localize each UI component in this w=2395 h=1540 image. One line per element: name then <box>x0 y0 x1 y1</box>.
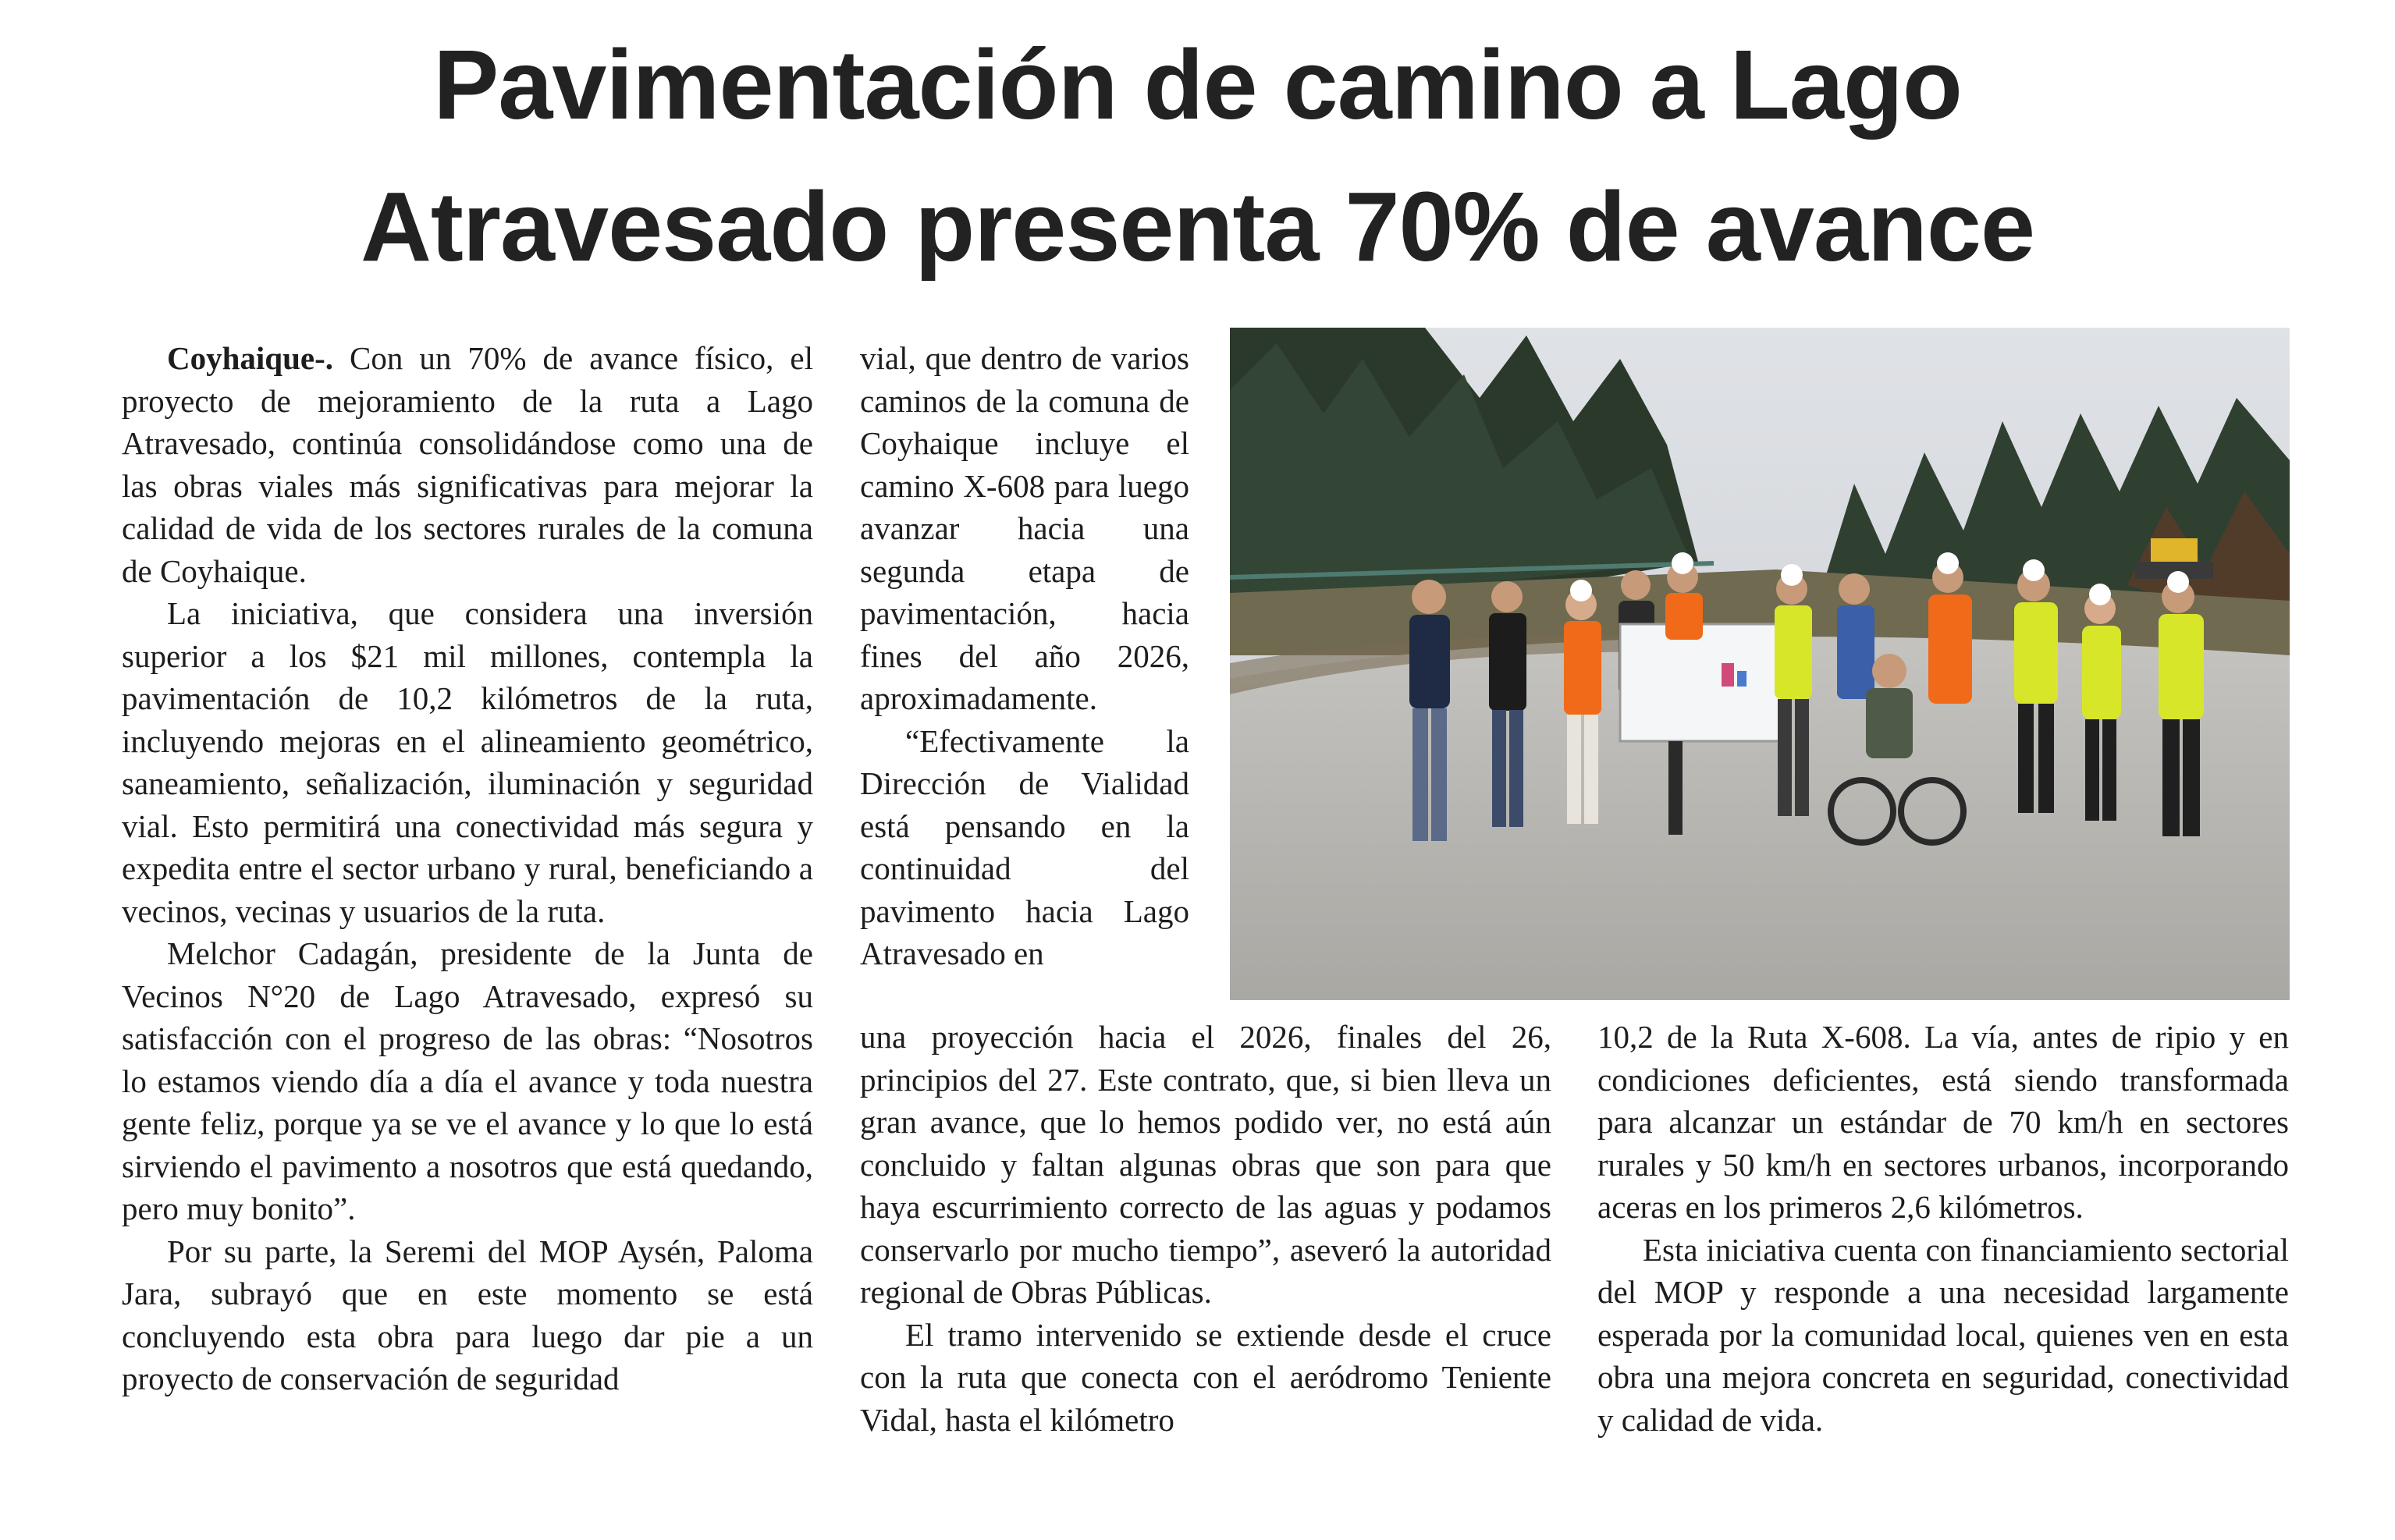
paragraph-9: 10,2 de la Ruta X-608. La vía, antes de ripio y en condiciones deficientes, está siendo transformada para alcanzar un estándar de 70 km/h en sectores rurales y 50 km/h en sectores urbanos, incorporando aceras en los primeros 2,6 kilómetros. <box>1597 1019 2289 1225</box>
paragraph-7: una proyección hacia el 2026, finales del 26, principios del 27. Este contrato, que, si bien lleva un gran avance, que lo hemos podido ver, no está aún concluido y faltan algunas obras que son para que haya escurrimiento correcto de las aguas y podamos conservarlo por mucho tiempo”, aseveró la autoridad regional de Obras Públicas. <box>860 1019 1551 1310</box>
article-column-3 <box>1597 1016 2289 1441</box>
paragraph-1: Coyhaique-. Con un 70% de avance físico, el proyecto de mejoramiento de la ruta a Lago Atravesado, continúa consolidándose como una de las obras viales más significativas para mejorar la calidad de vida de los sectores rurales de la comuna de Coyhaique. <box>122 340 813 589</box>
group-photo-illustration <box>1230 328 2290 1000</box>
article-headline <box>0 14 2395 298</box>
paragraph-10: Esta iniciativa cuenta con financiamiento sectorial del MOP y responde a una necesidad largamente esperada por la comunidad local, quienes ven en esta obra una mejora concreta en seguridad, conectividad y calidad de vida. <box>1597 1231 2289 1438</box>
paragraph-6: “Efectivamente la Dirección de Vialidad está pensando en la continuidad del pavimento hacia Lago Atravesado en <box>860 722 1189 971</box>
article-column-2-narrow <box>860 337 1189 975</box>
dateline: Coyhaique-. <box>167 340 334 376</box>
article-photo <box>1230 328 2290 1000</box>
article-column-1 <box>122 337 813 1400</box>
paragraph-3: Melchor Cadagán, presidente de la Junta de Vecinos N°20 de Lago Atravesado, expresó su satisfacción con el progreso de las obras: “Nosotros lo estamos viendo día a día el avance y toda nuestra gente feliz, porque ya se ve el avance y lo que lo está sirviendo el pavimento a nosotros que está quedando, pero muy bonito”. <box>122 935 813 1226</box>
paragraph-8: El tramo intervenido se extiende desde el cruce con la ruta que conecta con el aeródromo Teniente Vidal, hasta el kilómetro <box>860 1316 1551 1438</box>
paragraph-2: La iniciativa, que considera una inversión superior a los $21 mil millones, contempla la pavimentación de 10,2 kilómetros de la ruta, incluyendo mejoras en el alineamiento geométrico, saneamiento, señalización, iluminación y seguridad vial. Esto permitirá una conectividad más segura y expedita entre el sector urbano y rural, beneficiando a vecinos, vecinas y usuarios de la ruta. <box>122 595 813 929</box>
headline-line-2: Atravesado presenta 70% de avance <box>360 172 2035 282</box>
paragraph-5: vial, que dentro de varios caminos de la comuna de Coyhaique incluye el camino X-608 para luego avanzar hacia una segunda etapa de pavimentación, hacia fines del año 2026, aproximadamente. <box>860 340 1189 716</box>
headline-line-1: Pavimentación de camino a Lago <box>433 30 1962 140</box>
paragraph-4: Por su parte, la Seremi del MOP Aysén, Paloma Jara, subrayó que en este momento se está concluyendo esta obra para luego dar pie a un proyecto de conservación de seguridad <box>122 1233 813 1396</box>
article-column-2-wide <box>860 1016 1551 1441</box>
